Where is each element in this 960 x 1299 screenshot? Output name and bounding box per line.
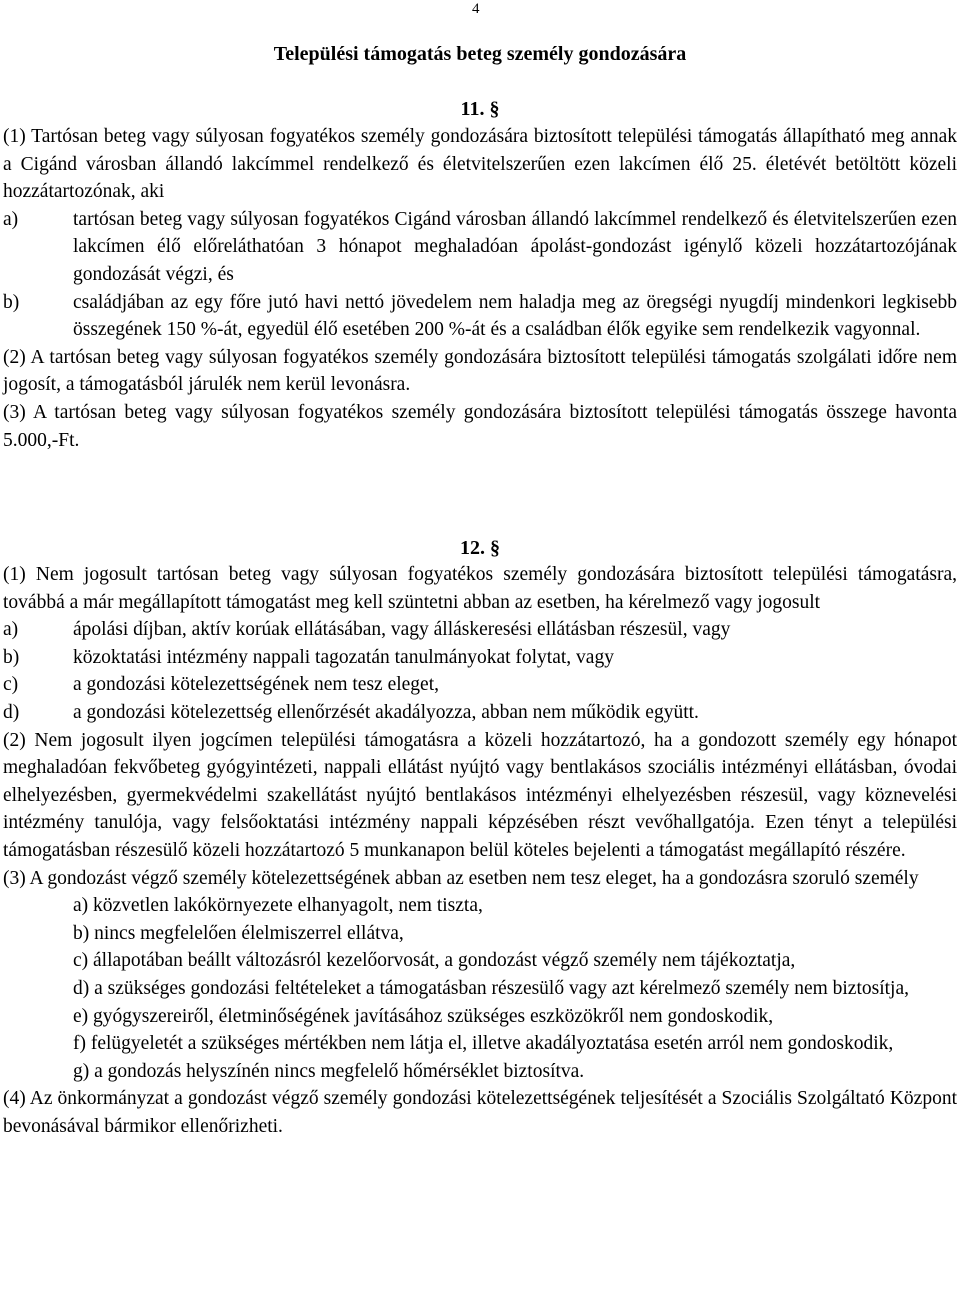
s12-paragraph-2: (2) Nem jogosult ilyen jogcímen települési támogatásra a közeli hozzátartozó, ha a gondozott személy egy hónapot meghaladóan fekvőbeteg gyógyintézeti, nappali ellátást nyújtó vagy bentlakásos szociális intézményi ellátásban, óvodai elhelyezésben, gyermekvédelmi szakellátást nyújtó bentlakásos intézményi elhelyezésben részesül, vagy köznevelési intézmény tanulója, vagy felsőoktatási intézmény nappali képzésében részt vevőhallgatója. Ezen tényt a települési támogatásban részesülő közeli hozzátartozó 5 munkanapon belül köteles bejelenti a támogatást megállapító részére. [3,729,957,861]
s12-item-c [3,671,957,699]
s12-p3-item-b: b) nincs megfelelően élelmiszerrel ellátva, [73,922,404,944]
s12-p3-item-a: a) közvetlen lakókörnyezete elhanyagolt, nem tiszta, [73,895,483,917]
s12-item-a [3,616,957,644]
s12-item-d [3,699,957,727]
s11-item-a-label: a) [3,208,19,230]
section-12-body [3,561,957,1140]
s12-p3-item-f: f) felügyeletét a szükséges mértékben nem látja el, illetve akadályoztatása esetén arról nem gondoskodik, [73,1033,894,1055]
s11-item-b-label: b) [3,291,20,313]
s11-paragraph-1: (1) Tartósan beteg vagy súlyosan fogyatékos személy gondozására biztosított települési támogatás állapítható meg annak a Cigánd városban állandó lakcímmel rendelkező és életvitelszerűen ezen lakcímen élő 25. életévét betöltött közeli hozzátartozónak, aki [3,126,957,203]
section-12-heading: 12. § [460,537,500,559]
s12-item-b [3,644,957,672]
s11-paragraph-2: (2) A tartósan beteg vagy súlyosan fogyatékos személy gondozására biztosított települési támogatás szolgálati időre nem jogosít, a támogatásból járulék nem kerül levonásra. [3,346,957,396]
s11-item-a [3,206,957,289]
s12-item-c-label: c) [3,674,19,696]
s11-item-a-text: tartósan beteg vagy súlyosan fogyatékos Cigánd városban állandó lakcímmel rendelkező és életvitelszerűen ezen lakcímen élő előreláthatóan 3 hónapot meghaladóan ápolást-gondozást igénylő közeli hozzátartozójának gondozását végzi, és [73,208,957,285]
s11-item-b-text: családjában az egy főre jutó havi nettó jövedelem nem haladja meg az öregségi nyugdíj mindenkori legkisebb összegének 150 %-át, egyedül élő esetében 200 %-át és a családban élők egyike sem rendelkezik vagyonnal. [73,291,957,341]
section-11-body [3,123,957,454]
s12-item-d-label: d) [3,701,20,723]
s12-paragraph-1: (1) Nem jogosult tartósan beteg vagy súlyosan fogyatékos személy gondozására biztosított települési támogatásra, továbbá a már megállapított támogatást meg kell szüntetni abban az esetben, ha kérelmező vagy jogosult [3,564,957,613]
s12-p3-item-e: e) gyógyszereiről, életminőségének javításához szükséges eszközökről nem gondoskodik, [73,1005,774,1027]
s12-item-a-label: a) [3,619,19,641]
s11-paragraph-3: (3) A tartósan beteg vagy súlyosan fogyatékos személy gondozására biztosított települési támogatás összege havonta 5.000,-Ft. [3,401,957,451]
s12-item-b-label: b) [3,646,20,668]
s12-p3-item-d: d) a szükséges gondozási feltételeket a támogatásban részesülő vagy azt kérelmező személy nem biztosítja, [73,977,910,999]
s12-paragraph-3: (3) A gondozást végző személy kötelezettségének abban az esetben nem tesz eleget, ha a gondozásra szoruló személy [3,867,919,889]
section-11-heading: 11. § [460,98,500,120]
document-title: Települési támogatás beteg személy gondozására [273,43,687,65]
s12-p3-item-c: c) állapotában beállt változásról kezelőorvosát, a gondozást végző személy nem tájékoztatja, [73,950,796,972]
s12-p3-item-g: g) a gondozás helyszínén nincs megfelelő hőmérséklet biztosítva. [73,1060,585,1082]
s12-paragraph-4: (4) Az önkormányzat a gondozást végző személy gondozási kötelezettségének teljesítését a Szociális Szolgáltató Központ bevonásával bármikor ellenőrizheti. [3,1088,957,1137]
s12-item-d-text: a gondozási kötelezettség ellenőrzését akadályozza, abban nem működik együtt. [73,701,699,723]
s12-item-b-text: közoktatási intézmény nappali tagozatán tanulmányokat folytat, vagy [73,646,614,668]
s12-item-c-text: a gondozási kötelezettségének nem tesz eleget, [73,674,440,696]
s12-item-a-text: ápolási díjban, aktív korúak ellátásában, vagy álláskeresési ellátásban részesül, vagy [73,619,731,641]
s11-item-b [3,289,957,344]
